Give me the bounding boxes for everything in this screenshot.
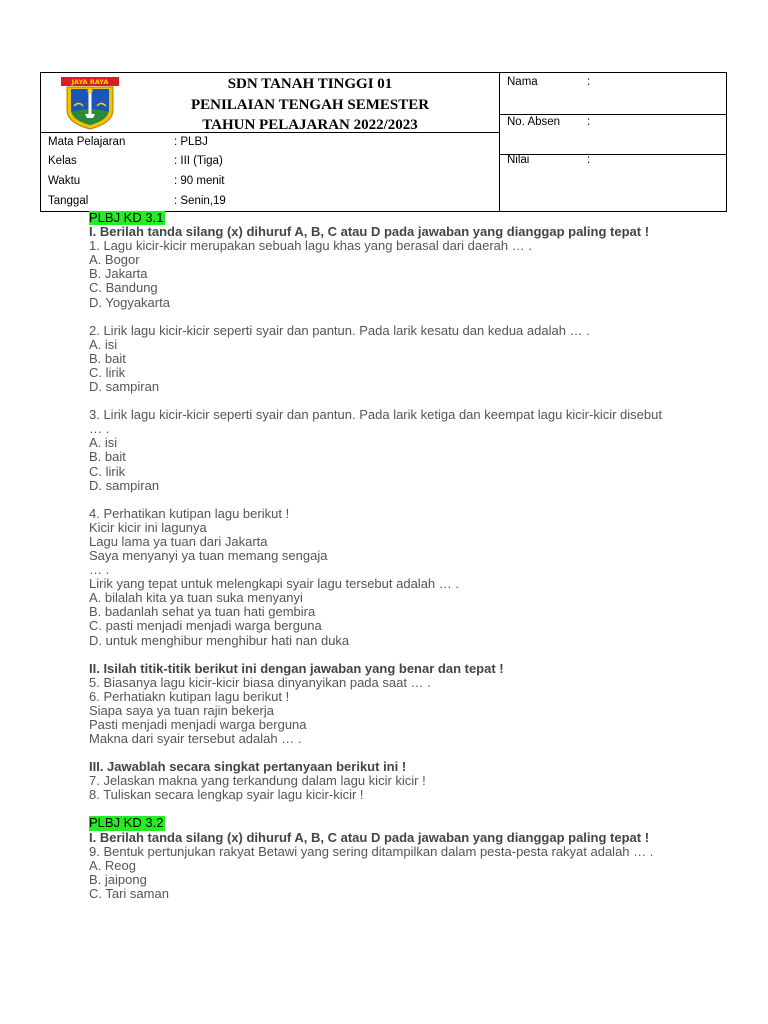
header-divider	[499, 73, 500, 211]
question-6-prompt: Makna dari syair tersebut adalah … .	[89, 731, 302, 747]
answer-option[interactable]: D. untuk menghibur menghibur hati nan duka	[89, 632, 350, 648]
answer-option[interactable]: A. isi	[89, 435, 118, 451]
question-7: 7. Jelaskan makna yang terkandung dalam lagu kicir kicir !	[89, 773, 426, 789]
answer-option[interactable]: B. bait	[89, 350, 126, 366]
answer-option[interactable]: B. Jakarta	[89, 266, 148, 282]
answer-option[interactable]: A. isi	[89, 336, 118, 352]
instruction-fill-in: II. Isilah titik-titik berikut ini dengan jawaban yang benar dan tepat !	[89, 660, 504, 676]
field-absen[interactable]: No. Absen :	[507, 116, 591, 128]
answer-option[interactable]: D. sampiran	[89, 379, 160, 395]
song-lyric-line: Lagu lama ya tuan dari Jakarta	[89, 533, 268, 549]
header-divider	[499, 114, 726, 115]
school-title-block	[121, 73, 499, 136]
answer-option[interactable]: C. lirik	[89, 463, 126, 479]
question-9: 9. Bentuk pertunjukan rakyat Betawi yang sering ditampilkan dalam pesta-pesta rakyat adalah … .	[89, 843, 654, 859]
section-title-kd31: PLBJ KD 3.1	[89, 210, 164, 225]
answer-option[interactable]: C. pasti menjadi menjadi warga berguna	[89, 618, 322, 634]
song-lyric-line: Kicir kicir ini lagunya	[89, 519, 207, 535]
svg-text:JAYA RAYA: JAYA RAYA	[71, 78, 109, 86]
field-nilai[interactable]: Nilai :	[507, 154, 591, 166]
question-4-prompt: Lirik yang tepat untuk melengkapi syair lagu tersebut adalah … .	[89, 576, 459, 592]
instruction-short-answer: III. Jawablah secara singkat pertanyaan berikut ini !	[89, 759, 407, 775]
answer-option[interactable]: C. lirik	[89, 364, 126, 380]
header-divider	[499, 154, 726, 155]
question-5: 5. Biasanya lagu kicir-kicir biasa dinyanyikan pada saat … .	[89, 674, 431, 690]
answer-option[interactable]: B. badanlah sehat ya tuan hati gembira	[89, 604, 316, 620]
answer-option[interactable]: A. bilalah kita ya tuan suka menyanyi	[89, 590, 303, 606]
school-year: TAHUN PELAJARAN 2022/2023	[202, 117, 418, 133]
song-lyric-line: Pasti menjadi menjadi warga berguna	[89, 717, 307, 732]
answer-option[interactable]: A. Reog	[89, 857, 136, 873]
song-lyric-line: Saya menyanyi ya tuan memang sengaja	[89, 547, 328, 563]
song-lyric-line: Siapa saya ya tuan rajin bekerja	[89, 702, 275, 718]
school-name: SDN TANAH TINGGI 01	[227, 76, 393, 92]
section-title-kd32: PLBJ KD 3.2	[89, 815, 164, 831]
field-name[interactable]: Nama :	[507, 76, 591, 88]
answer-option[interactable]: D. Yogyakarta	[89, 294, 170, 310]
question-1: 1. Lagu kicir-kicir merupakan sebuah lagu khas yang berasal dari daerah … .	[89, 238, 532, 254]
answer-option[interactable]: B. jaipong	[89, 871, 147, 887]
answer-option[interactable]: B. bait	[89, 449, 126, 465]
exam-header: JAYA RAYA SDN TANAH TINGGI 01 PENILAIAN TENGAH SEMESTER TAHUN PELAJARAN 2022/2023 Mata Pelajaran : PLBJ Kelas : III (Tiga) Waktu : 90 menit Tanggal : Senin,19 Nama : No. Absen : Nilai :	[40, 72, 727, 212]
answer-option[interactable]: D. sampiran	[89, 477, 160, 493]
exam-content	[89, 211, 677, 901]
answer-option[interactable]: C. Bandung	[89, 280, 158, 296]
instruction-multiple-choice: I. Berilah tanda silang (x) dihuruf A, B, C atau D pada jawaban yang dianggap paling tepat !	[89, 829, 650, 845]
exam-name: PENILAIAN TENGAH SEMESTER	[190, 96, 430, 113]
instruction-multiple-choice: I. Berilah tanda silang (x) dihuruf A, B, C atau D pada jawaban yang dianggap paling tepat !	[89, 224, 650, 240]
question-6: 6. Perhatiakn kutipan lagu berikut !	[89, 688, 290, 704]
answer-option[interactable]: C. Tari saman	[89, 885, 169, 901]
question-8: 8. Tuliskan secara lengkap syair lagu kicir-kicir !	[89, 787, 364, 803]
question-3: 3. Lirik lagu kicir-kicir seperti syair dan pantun. Pada larik ketiga dan keempat lagu kicir-kicir disebut … .	[89, 407, 662, 437]
song-lyric-line: … .	[89, 562, 110, 578]
answer-option[interactable]: A. Bogor	[89, 252, 140, 268]
question-4: 4. Perhatikan kutipan lagu berikut !	[89, 505, 290, 521]
question-2: 2. Lirik lagu kicir-kicir seperti syair dan pantun. Pada larik kesatu dan kedua adalah … .	[89, 322, 590, 338]
jakarta-emblem-logo	[59, 76, 121, 130]
